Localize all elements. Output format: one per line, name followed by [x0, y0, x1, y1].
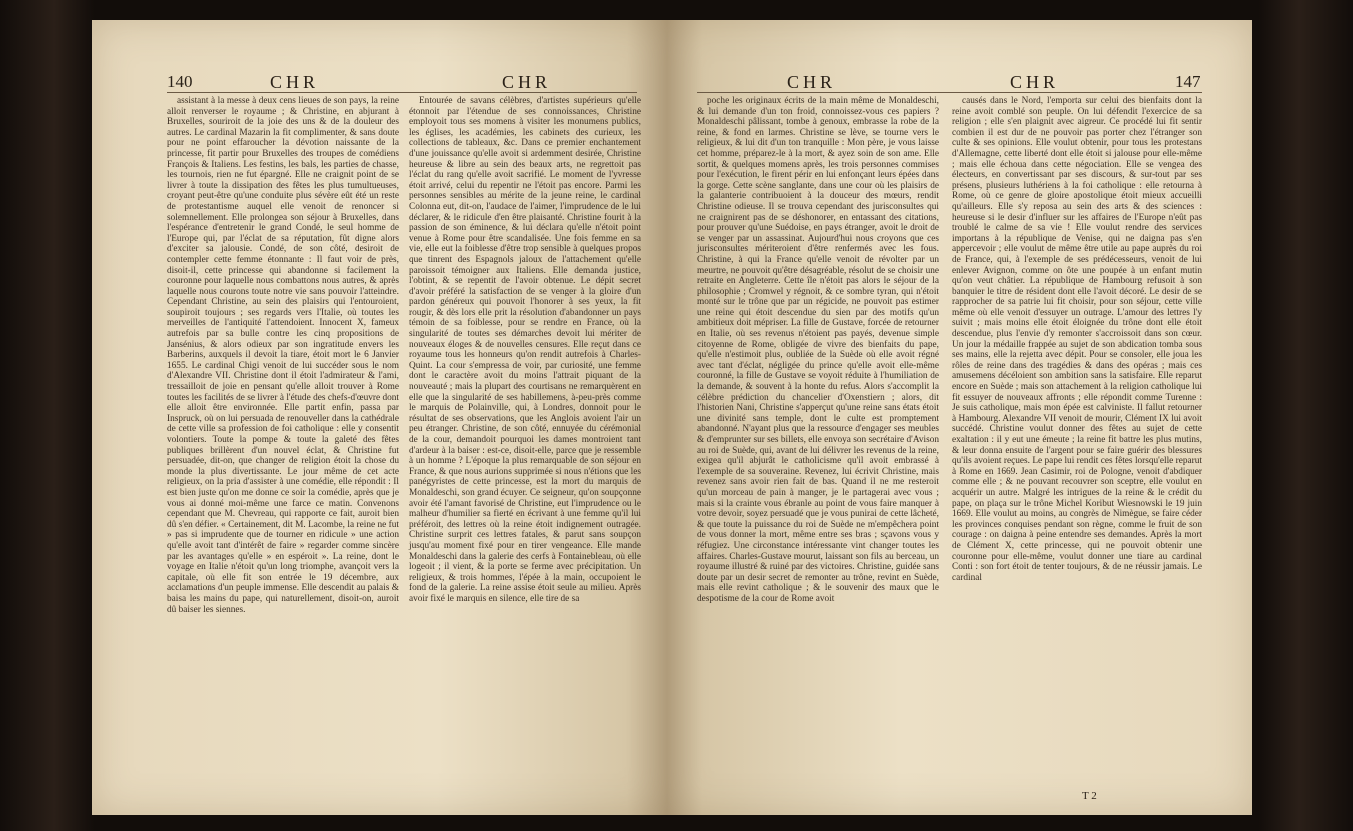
left-page-number: 140	[167, 72, 193, 91]
signature-mark: T 2	[1082, 790, 1097, 802]
left-header-word-2: CHR	[502, 72, 552, 92]
left-header-word-1: CHR	[270, 72, 320, 92]
right-column-2	[952, 96, 1202, 583]
right-column-1	[697, 96, 939, 605]
right-column-2-text: causés dans le Nord, l'emporta sur celui des bienfaits dont la reine avoit comblé son peuple. On lui défendit l'exercice de sa religion ; elle s'en plaignit avec aigreur. Ce procédé lui fit sentir combien il est dur de ne pouvoir pas porter chez l'étranger son culte & ses opinions. Elle voulut obtenir, pour tous les protestans d'Allemagne, cette liberté dont elle étoit si jalouse pour elle-même ; mais elle échoua dans cette négociation. Elle se vengea des électeurs, en convertissant par ses discours, & sur-tout par ses présens, plusieurs luthériens à la foi catholique : elle retourna à Rome, où ce genre de gloire apostolique étoit mieux accueilli qu'ailleurs. Elle s'y reposa au sein des arts & des sciences : heureuse si le desir d'influer sur les affaires de l'Europe n'eût pas troublé le calme de sa vie ! Elle voulut rendre des services importans à la république de Venise, qui ne daigna pas s'en appercevoir ; elle voulut de même être utile au pape auprès du roi de France, qui, à l'exemple de ses prédécesseurs, venoit de lui enlever Avignon, comme on ôte une poupée à un enfant mutin qu'on veut châtier. La république de Hambourg refusoit à son banquier le titre de résident dont elle l'avoit décoré. Le desir de se rapprocher de sa patrie lui fit choisir, pour son séjour, cette ville même où elle venoit d'essuyer un outrage. L'amour des lettres l'y suivit ; mais moins elle étoit éloignée du trône dont elle étoit descendue, plus l'envie d'y remonter s'accroissoit dans son cœur. Un jour la médaille frappée au sujet de son abdication tomba sous ses mains, elle la rejetta avec dépit. Pour se consoler, elle joua les rôles de reine dans des tragédies & dans des opéras ; mais ces amusemens décéloient son ambition sans la satisfaire. Elle reparut encore en Suède ; mais son attachement à la religion catholique lui fit essuyer de nouveaux affronts ; elle répondit comme Turenne : Je suis catholique, mais mon épée est calviniste. Il fallut retourner à Hambourg. Alexandre VII venoit de mourir, Clément IX lui avoit succédé. Christine voulut donner des fêtes au sujet de cette exaltation : il y eut une émeute ; la reine fit battre les plus mutins, & leur donna ensuite de l'argent pour se faire guérir des blessures qu'ils avoient reçues. Le pape lui rendit ces fêtes lorsqu'elle reparut à Rome en 1669. Jean Casimir, roi de Pologne, venoit d'abdiquer comme elle ; & ne pouvant recouvrer son sceptre, elle voulut en acquérir un autre. Malgré les intrigues de la reine & le crédit du pape, on plaça sur le trône Michel Koribut Wiesnowski le 19 juin 1669. Elle voulut au moins, au congrès de Nimègue, se faire céder les provinces conquises pendant son règne, comme le fruit de son courage : on daigna à peine entendre ses demandes. Après la mort de Clément X, cette princesse, qui ne pouvoit obtenir une couronne pour elle-même, voulut donner une tiare au cardinal Conti : son fort étoit de tenter toujours, & de ne réussir jamais. Le cardinal	[952, 96, 1202, 583]
left-column-2-text: Entourée de savans célèbres, d'artistes supérieurs qu'elle étonnoit par l'étendue de ses connoissances, Christine employoit tous ses momens à visiter les monumens publics, les églises, les académies, les cabinets des curieux, les collections de tableaux, &c. Dans ce premier enchantement d'une jouissance qu'elle avoit si ardemment desirée, Christine heureuse & libre au sein des beaux arts, ne regrettoit pas l'éclat du rang qu'elle avoit sacrifié. Le moment de l'yvresse étoit arrivé, celui du repentir ne l'étoit pas encore. Parmi les personnes sensibles au mérite de la jeune reine, le cardinal Colonna eut, dit-on, l'audace de l'aimer, l'imprudence de le lui déclarer, & le ridicule d'en être plaisanté. Christine fourit à la passion de son éminence, & lui déclara qu'elle n'étoit point venue à Rome pour être scandalisée. Une fois femme en sa vie, elle eut la foiblesse d'être trop sensible à quelques propos que tinrent des Espagnols jaloux de l'attachement qu'elle paroissoit témoigner aux Italiens. Elle demanda justice, l'obtint, & se repentit de l'avoir obtenue. Le dépit secret d'avoir préféré la satisfaction de se venger à la gloire d'un pardon généreux qui pouvoit l'honorer à ses yeux, la fit rougir, & dès lors elle prit la résolution d'abandonner un pays témoin de sa foiblesse, pour se rendre en France, où la singularité de toutes ses démarches devoit lui mériter de nouveaux éloges & de nouvelles censures. Elle reçut dans ce royaume tous les honneurs qu'on rendit autrefois à Charles-Quint. La cour s'empressa de voir, par curiosité, une femme dont le caractère avoit du moins l'attrait piquant de la nouveauté ; mais la plupart des courtisans ne remarquèrent en elle que la singularité de ses habillemens, à-peu-près comme le marquis de Polainville, qui, à Londres, donnoit pour le résultat de ses observations, que les Anglois avoient l'air un peu étranger. Christine, de son côté, ennuyée du cérémonial de la cour, demandoit pourquoi les dames montroient tant d'ardeur à la baiser : est-ce, disoit-elle, parce que je ressemble à un homme ? L'époque la plus remarquable de son séjour en France, & que nous aurions supprimée si nous n'étions que les panégyristes de cette princesse, est la mort du marquis de Monaldeschi, son grand écuyer. Ce seigneur, qu'on soupçonne avoir été l'amant favorisé de Christine, eut l'imprudence ou le malheur d'humilier sa fierté en écrivant à une femme qu'il lui préféroit, des lettres où la reine étoit indignement outragée. Christine surprit ces lettres fatales, & parut sans soupçon jusqu'au moment fixé pour en tirer vengeance. Elle mande Monaldeschi dans la galerie des cerfs à Fontainebleau, où elle logeoit ; il vient, & la porte se ferme avec précipitation. Un religieux, & trois hommes, l'épée à la main, occupoient le fond de la galerie. La reine assise étoit seule au milieu. Après avoir fixé le marquis en silence, elle tire de sa	[409, 96, 641, 604]
right-column-1-text: poche les originaux écrits de la main même de Monaldeschi, & lui demande d'un ton froid, connoissez-vous ces papiers ? Monaldeschi pâlissant, tombe à genoux, embrasse la robe de la reine, & fond en larmes. Christine se lève, se tourne vers le religieux, & lui dit d'un ton tranquille : Mon père, je vous laisse cet homme, préparez-le à la mort, & ayez soin de son ame. Elle sortit, & quelques momens après, les trois personnes commises pour l'exécution, le firent périr en lui enfonçant leurs épées dans la gorge. Cette scène sanglante, dans une cour où les plaisirs de la galanterie contribuoient à la douceur des mœurs, rendit Christine odieuse. Il se trouva cependant des jurisconsultes qui ne craignirent pas de se déshonorer, en entassant des citations, pour prouver qu'une Suédoise, en pays étranger, avoit le droit de se venger par un assassinat. Aujourd'hui nous croyons que ces jurisconsultes mériteroient d'être renfermés avec les fous. Christine, à qui la France qu'elle venoit de révolter par un meurtre, ne pouvoit qu'être désagréable, résolut de se choisir une retraite en Angleterre. Cette île n'étoit pas alors le séjour de la philosophie ; Cromwel y régnoit, & ce sombre tyran, qui n'étoit monté sur le trône que par un régicide, ne pouvoit pas estimer une reine qui étoit descendue du sien par des motifs qu'un ambitieux doit mépriser. La fille de Gustave, forcée de retourner en Italie, où ses revenus n'étoient pas payés, devenue simple citoyenne de Rome, obligée de vivre des bienfaits du pape, qu'elle n'estimoit plus, oubliée de la Suède où elle avoit régné avec tant d'éclat, négligée du prince qu'elle avoit elle-même couronné, la fille de Gustave se voyoit réduite à l'humiliation de la demande, & souvent à la honte du refus. Alors s'accomplit la célèbre prédiction du chancelier d'Oxenstiern ; alors, dit l'historien Nani, Christine s'apperçut qu'une reine sans états étoit une divinité sans temple, dont le culte est promptement abandonné. N'ayant plus que la ressource d'engager ses meubles & d'emprunter sur ses billets, elle envoya son secrétaire d'Avison au roi de Suède, qui, avant de lui délivrer les revenus de la reine, exigea qu'il abjurât le catholicisme qu'il avoit embrassé à l'exemple de sa souveraine. Revenez, lui écrivit Christine, mais revenez sans avoir rien fait de bas. Quand il ne me resteroit qu'un morceau de pain à manger, je le partagerai avec vous ; mais si la crainte vous ébranle au point de vous faire manquer à votre devoir, soyez persuadé que je vous punirai de cette lâcheté, & que toute la puissance du roi de Suède ne m'empêchera point de vous donner la mort, même entre ses bras ; sçavons vous y réfugiez. Une circonstance intéressante vint changer toutes les affaires. Charles-Gustave mourut, laissant son fils au berceau, un royaume illustré & ruiné par des victoires. Christine, guidée sans doute par un desir secret de remonter au trône, revint en Suède, mais elle revint catholique ; & le souvenir des maux que le despotisme de la cour de Rome avoit	[697, 96, 939, 604]
left-column-2	[409, 96, 641, 605]
right-header-rule	[697, 92, 1202, 93]
right-page-number: 147	[1175, 72, 1201, 91]
right-header-word-2: CHR	[1010, 72, 1060, 92]
left-page	[92, 20, 667, 815]
right-header-word-1: CHR	[787, 72, 837, 92]
left-header-rule	[167, 92, 637, 93]
right-page	[667, 20, 1252, 815]
left-column-1	[167, 96, 399, 615]
left-column-1-text: assistant à la messe à deux cens lieues de son pays, la reine alloit renverser le royaume ; & Christine, en abjurant à Bruxelles, souriroit de la joie des uns & de la douleur des autres. Le cardinal Mazarin la fit complimenter, & sans doute pour ne point effaroucher la dévotion naissante de la princesse, fit partir pour Bruxelles des troupes de comédiens François & Italiens. Les festins, les bals, les parties de chasse, les tournois, rien ne fut épargné. Elle ne craignit point de se livrer à toute la dissipation des fêtes les plus tumultueuses, croyant peut-être qu'une conduite plus sévère eût été un reste de protestantisme auquel elle venoit de renoncer si solemnellement. Elle prolongea son séjour à Bruxelles, dans l'espérance d'entretenir le grand Condé, le seul homme de l'Europe qui, par l'éclat de sa réputation, fût digne alors d'exciter sa jalousie. Condé, de son côté, desiroit de contempler cette femme étonnante : Il faut voir de près, disoit-il, cette princesse qui abandonne si facilement la couronne pour laquelle nous combattons nous autres, & après laquelle nous courons toute notre vie sans pouvoir l'atteindre. Cependant Christine, au sein des plaisirs qui l'entouroient, soupiroit toujours ; ses regards vers l'Italie, où toutes les merveilles de l'antiquité l'attendoient. Innocent X, fameux autrefois par sa bulle contre les cinq propositions de Jansénius, & alors odieux par son ingratitude envers les Barberins, auxquels il devoit la tiare, étoit mort le 6 Janvier 1655. Le cardinal Chigi venoit de lui succéder sous le nom d'Alexandre VII. Christine dont il étoit l'admirateur & l'ami, tressailloit de joie en pensant qu'elle alloit trouver à Rome toutes les facilités de se livrer à l'étude des chefs-d'œuvre dont elle alloit être environnée. Elle partit enfin, passa par Inspruck, où on lui persuada de renouveller dans la cathédrale de cette ville sa profession de foi catholique : elle y consentit volontiers. Toute la pompe & toute la galeté des fêtes publiques brillèrent d'un nouvel éclat, & Christine fut persuadée, dit-on, que changer de religion étoit la chose du monde la plus divertissante. Le jour même de cet acte religieux, on la pria d'assister à une comédie, elle répondit : Il est bien juste qu'on me donne ce soir la comédie, après que je vous ai donné moi-même une farce ce matin. Convenons cependant que M. Chevreau, qui rapporte ce fait, auroit bien dû s'en défier. « Certainement, dit M. Lacombe, la reine ne fut » pas si imprudente que de tourner en ridicule » une action qu'elle avoit tant d'intérêt de faire » regarder comme sincère par les avantages qu'elle » en espéroit ». La reine, dont le voyage en Italie n'étoit qu'un long triomphe, avançoit vers la capitale, où elle fit son entrée le 19 décembre, aux acclamations d'un peuple immense. Elle descendit au palais & baisa les mains du pape, qui naturellement, disoit-on, auroit dû baiser les siennes.	[167, 96, 399, 615]
